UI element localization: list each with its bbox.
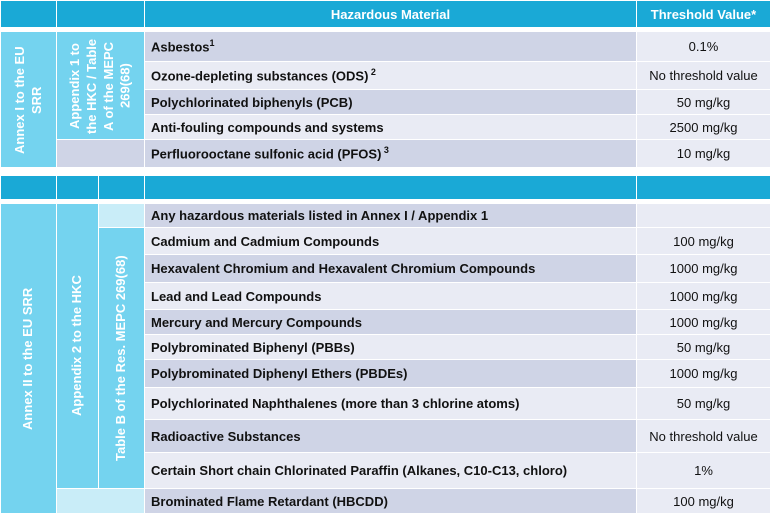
header-threshold: Threshold Value* xyxy=(637,1,770,28)
separator-cell xyxy=(99,176,145,200)
material-name: Polychlorinated biphenyls (PCB) xyxy=(145,90,637,115)
threshold-value: 100 mg/kg xyxy=(637,228,770,255)
threshold-value: 1000 mg/kg xyxy=(637,283,770,310)
material-name: Brominated Flame Retardant (HBCDD) xyxy=(145,489,637,514)
material-name: Any hazardous materials listed in Annex I / Appendix 1 xyxy=(145,204,637,228)
threshold-value xyxy=(637,204,770,228)
threshold-value: 1000 mg/kg xyxy=(637,360,770,388)
tableB-label: Table B of the Res. MEPC 269(68) xyxy=(99,228,145,489)
separator-row xyxy=(1,176,770,200)
material-name: Ozone-depleting substances (ODS) $^2$ xyxy=(145,62,637,90)
header-blank-cell xyxy=(1,1,57,28)
threshold-value: 1% xyxy=(637,453,770,489)
annex2-label: Annex II to the EU SRR xyxy=(1,204,57,514)
table-row xyxy=(1,32,770,62)
table-row xyxy=(1,489,770,514)
separator-cell xyxy=(637,176,770,200)
material-name: Perfluorooctane sulfonic acid (PFOS) $^3$ xyxy=(145,140,637,168)
material-name: Cadmium and Cadmium Compounds xyxy=(145,228,637,255)
annex1-label: Annex I to the EU SRR xyxy=(1,32,57,168)
material-name: Mercury and Mercury Compounds xyxy=(145,310,637,335)
header-row xyxy=(1,1,770,28)
material-name: Certain Short chain Chlorinated Paraffin (Alkanes, C10-C13, chloro) xyxy=(145,453,637,489)
blank-cell xyxy=(57,140,145,168)
threshold-value: 10 mg/kg xyxy=(637,140,770,168)
blank-cell xyxy=(99,204,145,228)
material-name: Hexavalent Chromium and Hexavalent Chromium Compounds xyxy=(145,255,637,283)
material-name: Anti-fouling compounds and systems xyxy=(145,115,637,140)
material-name: Radioactive Substances xyxy=(145,420,637,453)
separator-cell xyxy=(145,176,637,200)
threshold-value: No threshold value xyxy=(637,62,770,90)
threshold-value: 50 mg/kg xyxy=(637,335,770,360)
material-name: Polybrominated Biphenyl (PBBs) xyxy=(145,335,637,360)
material-name: Lead and Lead Compounds xyxy=(145,283,637,310)
separator-cell xyxy=(1,176,57,200)
threshold-value: 1000 mg/kg xyxy=(637,255,770,283)
threshold-value: 2500 mg/kg xyxy=(637,115,770,140)
appendix1-label: Appendix 1 to the HKC / Table A of the MEPC 269(68) xyxy=(57,32,145,140)
threshold-value: No threshold value xyxy=(637,420,770,453)
blank-cell xyxy=(57,489,145,514)
threshold-value: 0.1% xyxy=(637,32,770,62)
header-material: Hazardous Material xyxy=(145,1,637,28)
header-blank-cell xyxy=(57,1,145,28)
table-row xyxy=(1,228,770,255)
material-name: Asbestos$^1$ xyxy=(145,32,637,62)
appendix2-label: Appendix 2 to the HKC xyxy=(57,204,99,489)
material-name: Polychlorinated Naphthalenes (more than 3 chlorine atoms) xyxy=(145,388,637,420)
threshold-value: 100 mg/kg xyxy=(637,489,770,514)
table-row xyxy=(1,140,770,168)
threshold-value: 50 mg/kg xyxy=(637,90,770,115)
threshold-value: 50 mg/kg xyxy=(637,388,770,420)
threshold-value: 1000 mg/kg xyxy=(637,310,770,335)
separator-cell xyxy=(57,176,99,200)
material-name: Polybrominated Diphenyl Ethers (PBDEs) xyxy=(145,360,637,388)
table-row xyxy=(1,204,770,228)
